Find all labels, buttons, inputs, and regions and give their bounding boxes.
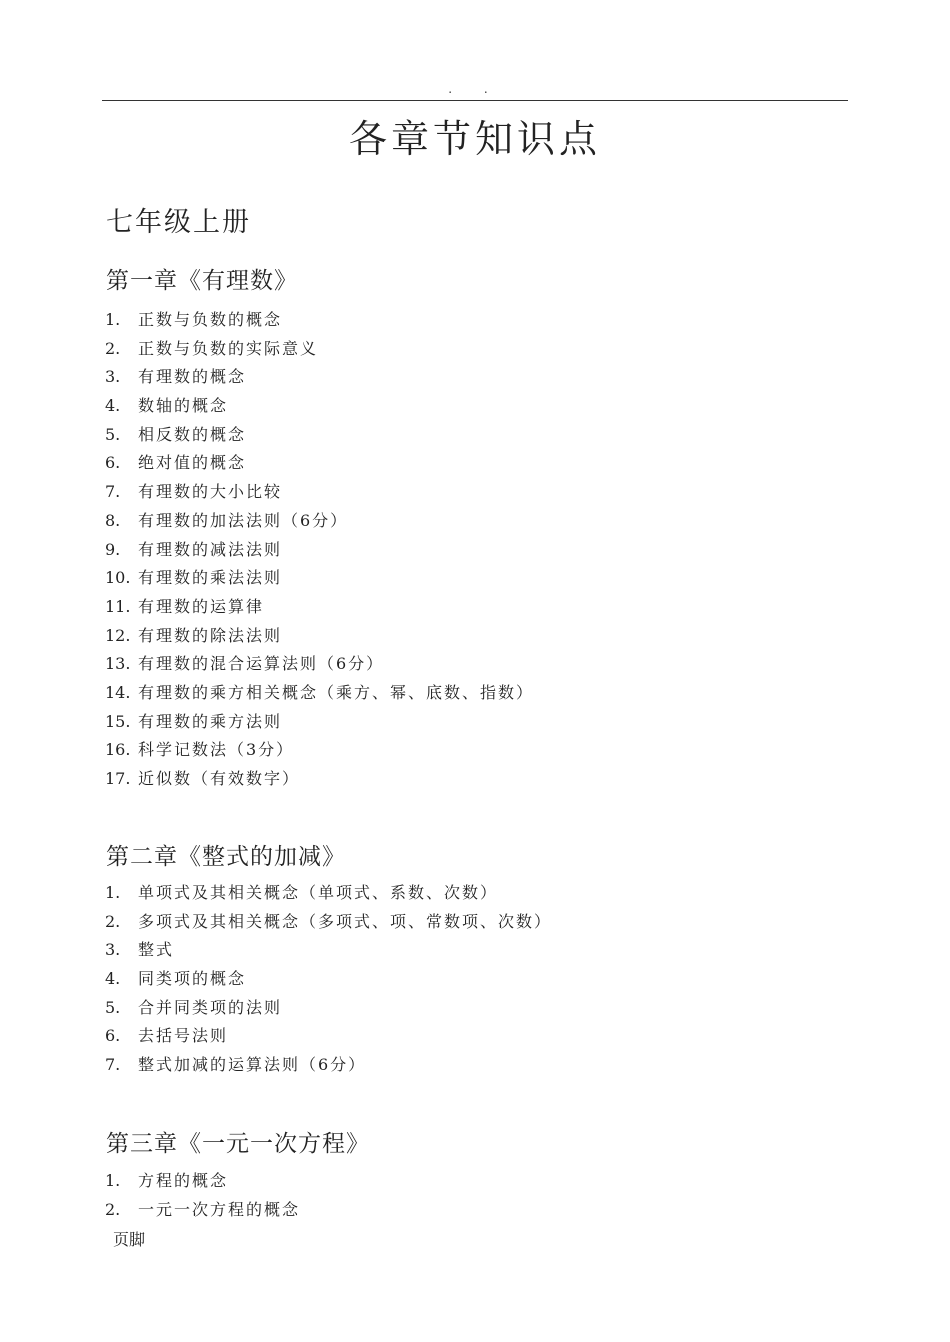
grade-heading: 七年级上册 bbox=[106, 207, 251, 238]
list-item: 9. 有理数的减法法则 bbox=[105, 539, 283, 559]
page-footer: 页脚 bbox=[113, 1230, 146, 1249]
list-item: 2. 正数与负数的实际意义 bbox=[105, 338, 319, 358]
list-item: 6. 去括号法则 bbox=[105, 1026, 229, 1046]
list-item: 13. 有理数的混合运算法则（6分） bbox=[105, 654, 385, 674]
list-item: 1. 方程的概念 bbox=[105, 1171, 229, 1190]
list-item: 2. 一元一次方程的概念 bbox=[105, 1199, 301, 1219]
list-item: 5. 合并同类项的法则 bbox=[105, 997, 283, 1017]
header-rule bbox=[102, 100, 848, 101]
list-item: 17. 近似数（有效数字） bbox=[105, 769, 301, 788]
list-item: 4. 同类项的概念 bbox=[105, 969, 247, 989]
chapter-2-title: 第二章《整式的加减》 bbox=[106, 844, 346, 870]
list-item: 3. 有理数的概念 bbox=[105, 367, 247, 387]
list-item: 5. 相反数的概念 bbox=[105, 424, 247, 444]
list-item: 1. 单项式及其相关概念（单项式、系数、次数） bbox=[105, 883, 499, 902]
header-mark: . . bbox=[448, 82, 502, 96]
chapter-2-list bbox=[105, 879, 552, 1080]
chapter-1-title: 第一章《有理数》 bbox=[106, 268, 298, 294]
list-item: 7. 有理数的大小比较 bbox=[105, 482, 283, 502]
list-item: 2. 多项式及其相关概念（多项式、项、常数项、次数） bbox=[105, 911, 553, 931]
list-item: 4. 数轴的概念 bbox=[105, 396, 229, 416]
list-item: 3. 整式 bbox=[105, 940, 175, 960]
list-item: 14. 有理数的乘方相关概念（乘方、幂、底数、指数） bbox=[105, 682, 535, 702]
list-item: 16. 科学记数法（3分） bbox=[105, 740, 295, 760]
list-item: 11. 有理数的运算律 bbox=[105, 596, 265, 616]
list-item: 12. 有理数的除法法则 bbox=[105, 625, 283, 645]
list-item: 10. 有理数的乘法法则 bbox=[105, 568, 283, 588]
list-item: 15. 有理数的乘方法则 bbox=[105, 711, 283, 731]
chapter-3-list bbox=[105, 1167, 300, 1224]
list-item: 6. 绝对值的概念 bbox=[105, 453, 247, 473]
chapter-3-title: 第三章《一元一次方程》 bbox=[106, 1131, 370, 1157]
chapter-1-list bbox=[105, 306, 534, 794]
list-item: 1. 正数与负数的概念 bbox=[105, 310, 283, 329]
page-title: 各章节知识点 bbox=[348, 117, 601, 161]
list-item: 8. 有理数的加法法则（6分） bbox=[105, 510, 349, 530]
list-item: 7. 整式加减的运算法则（6分） bbox=[105, 1055, 367, 1075]
